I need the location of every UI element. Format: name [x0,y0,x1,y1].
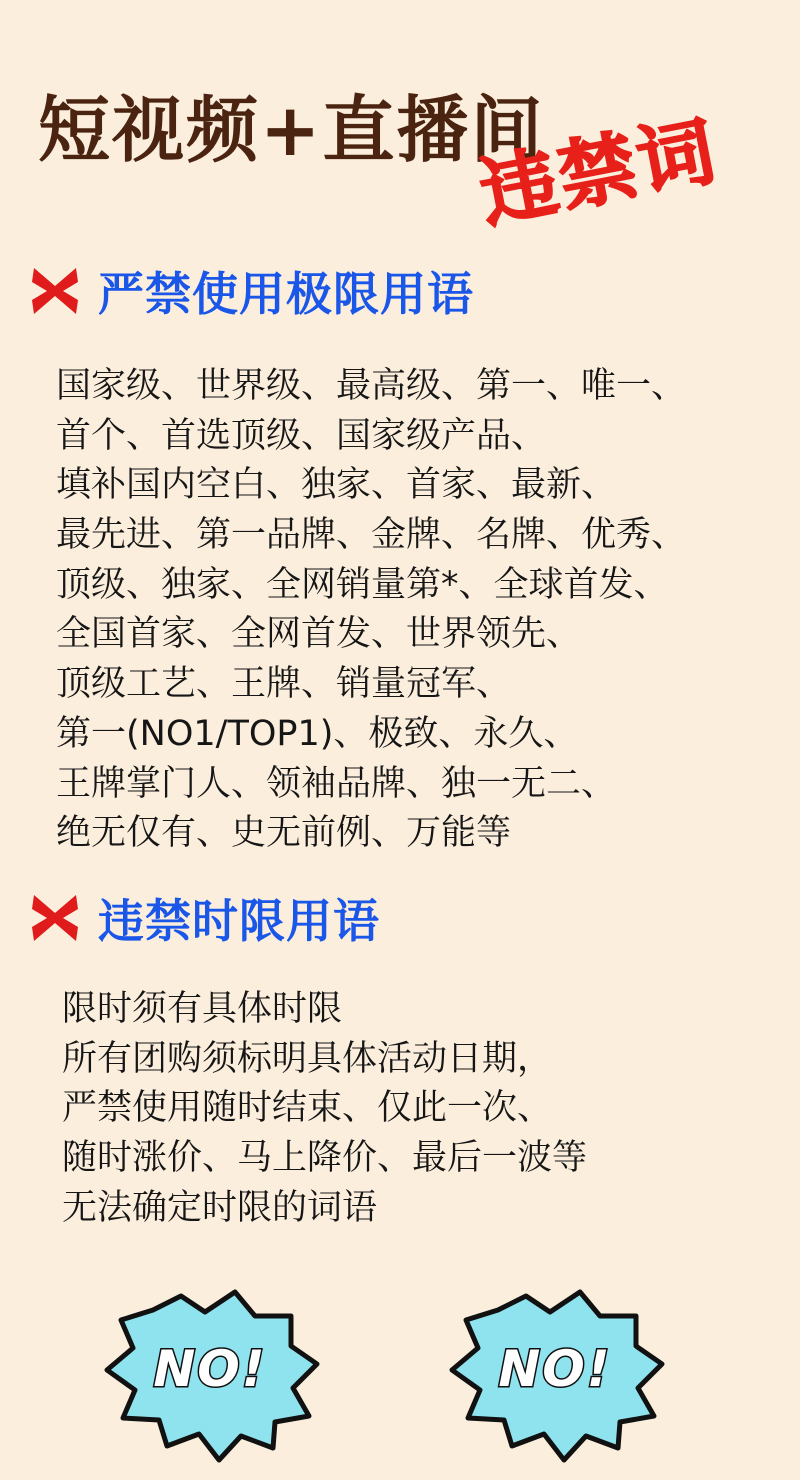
time-limit-list [0,951,800,1233]
list-line: 填补国内空白、独家、首家、最新、 [56,465,617,506]
list-line: 无法确定时限的词语 [62,1187,378,1228]
page-title-accent: 违禁词 [473,104,726,239]
list-line: 国家级、世界级、最高级、第一、唯一、 [56,366,687,406]
list-line: 顶级、独家、全网销量第*、全球首发、 [56,564,669,605]
list-line: 王牌掌门人、领袖品牌、独一无二、 [56,763,617,804]
list-line: 最先进、第一品牌、金牌、名牌、优秀、 [56,515,687,556]
page-title: 短视频+直播间 [38,88,545,172]
no-sticker [95,1282,325,1472]
list-line: 绝无仅有、史无前例、万能等 [56,813,512,854]
list-line: 顶级工艺、王牌、销量冠军、 [56,664,512,705]
banned-words-list [0,324,800,859]
list-line: 限时须有具体时限 [62,988,343,1029]
section-heading-time-limit [0,885,800,951]
red-cross-icon [26,262,84,320]
sticker-label: NO! [153,1340,267,1398]
list-line: 全国首家、全网首发、世界领先、 [56,614,582,655]
red-cross-icon [26,889,84,947]
sticker-label: NO! [498,1340,612,1398]
list-line: 随时涨价、马上降价、最后一波等 [62,1137,588,1178]
sticker-row [0,1250,800,1480]
section-heading-banned-words [0,258,800,324]
section-title-text: 严禁使用极限用语 [98,267,474,321]
list-line: 首个、首选顶级、国家级产品、 [56,415,547,456]
poster-title-block [0,0,800,250]
list-line: 所有团购须标明具体活动日期， [62,1038,553,1079]
list-line: 第一(NO1/TOP1)、极致、永久、 [56,713,579,754]
list-line: 严禁使用随时结束、仅此一次、 [62,1088,553,1129]
no-sticker [440,1282,670,1472]
section-title-text: 违禁时限用语 [98,893,380,948]
